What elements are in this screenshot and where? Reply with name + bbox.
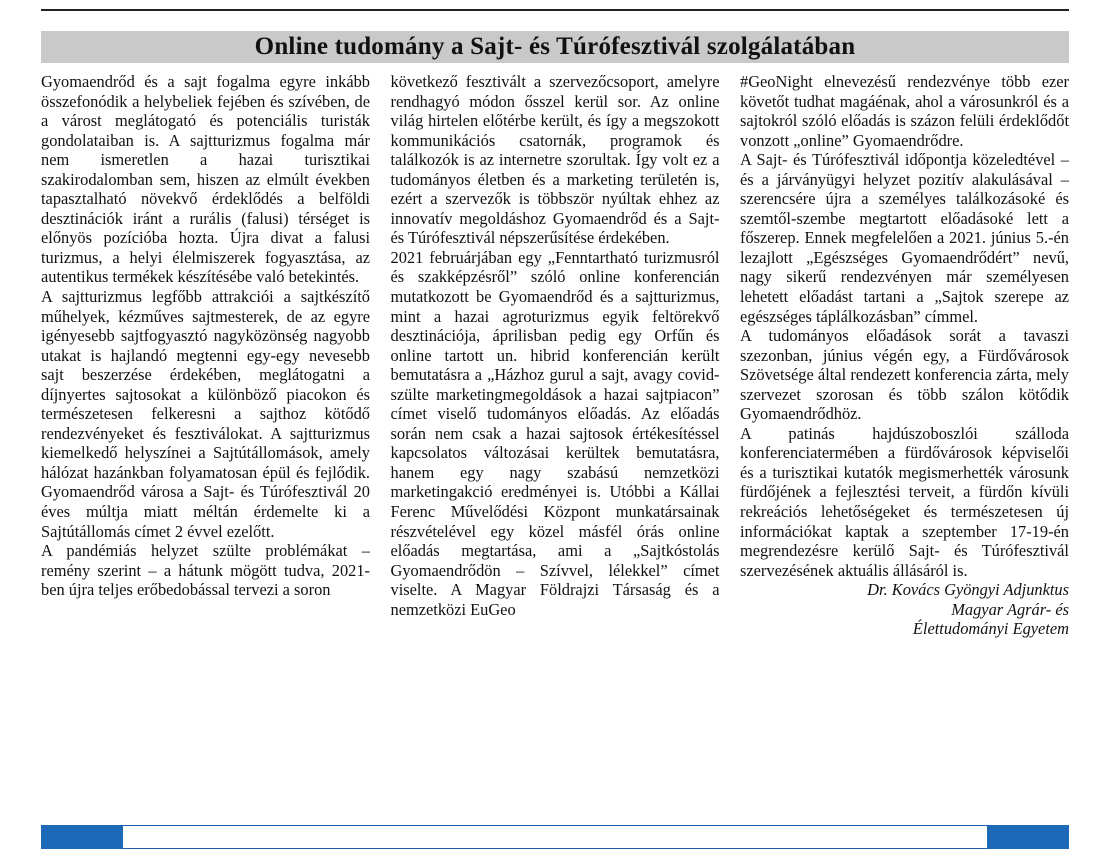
- article-body: [41, 72, 1069, 812]
- paragraph: A sajtturizmus legfőbb attrakciói a sajtkészítő műhelyek, kézműves sajtmesterek, de az egyre igényesebb sajtfogyasztó nagyközönség nagyobb utakat is hajlandó megtenni egy-egy nevesebb sajt beszerzése érdekében, meglátogatni a díjnyertes sajtosokat a különböző piacokon és természetesen felkeresni a sajthoz kötődő rendezvényeket és fesztiválokat. A sajtturizmus kiemelkedő helyszínei a Sajtútállomások, amely hálózat hazánkban folyamatosan épül és fejlődik. Gyomaendrőd városa a Sajt- és Túrófesztivál 20 éves múltja miatt méltán érdemelte ki a Sajtútállomás címet 2 évvel ezelőtt.: [41, 287, 370, 541]
- column-2: [391, 72, 720, 812]
- paragraph: A patinás hajdúszoboszlói szálloda konferenciatermében a fürdővárosok képviselői és a turisztikai kutatók megismerhették városunk fürdőjének a fejlesztési terveit, a fürdőn kívüli rekreációs lehetőségeket és természetesen új információkat kaptak a szeptember 17-19-én megrendezésre kerülő Sajt- és Túrófesztivál szervezésének aktuális állásáról is.: [740, 423, 1069, 580]
- paragraph: A Sajt- és Túrófesztivál időpontja közeledtével – és a járványügyi helyzet pozitív alakulásával – szerencsére újra a személyes találkozásoké és szemtől-szembe megtartott előadásoké lett a főszerep. Ennek megfelelően a 2021. június 5.-én lezajlott „Egészséges Gyomaendrődért” nevű, nagy sikerű rendezvényen már személyesen lehetett előadást tartani a „Sajtok szerepe az egészséges táplálkozásban” címmel.: [740, 150, 1069, 326]
- column-1: [41, 72, 370, 812]
- article-title: Online tudomány a Sajt- és Túrófesztivál szolgálatában: [254, 33, 856, 60]
- paragraph: A tudományos előadások sorát a tavaszi szezonban, június végén egy, a Fürdővárosok Szövetsége által rendezett konferencia zárta, mely szervezet szorosan és több szálon kötődik Gyomaendrődhöz.: [740, 326, 1069, 424]
- title-band: [41, 31, 1069, 63]
- paragraph: A pandémiás helyzet szülte problémákat – remény szerint – a hátunk mögött tudva, 2021-ben újra teljes erőbedobással tervezi a soron: [41, 541, 370, 600]
- column-3: [740, 72, 1069, 812]
- author-affiliation: Élettudományi Egyetem: [912, 619, 1069, 639]
- author-affiliation: Magyar Agrár- és: [951, 599, 1069, 619]
- author-signature: Dr. Kovács Gyöngyi Adjunktus: [867, 580, 1069, 600]
- footer-accent-left: [41, 825, 123, 849]
- paragraph: következő fesztivált a szervezőcsoport, amelyre rendhagyó módon ősszel kerül sor. Az online világ hirtelen előtérbe került, és így a megszokott kommunikációs csatornák, programok és találkozók is az internetre szorultak. Így volt ez a tudományos életben és a marketing területén is, ezért a szervezők is többször nyúltak ehhez az innovatív megoldáshoz Gyomaendrőd és a Sajt- és Túrófesztivál népszerűsítése érdekében.: [390, 72, 720, 248]
- paragraph: #GeoNight elnevezésű rendezvénye több ezer követőt tudhat magáénak, ahol a városunkról és a sajtokról szóló előadás is százon felüli érdeklődőt vonzott „online” Gyomaendrődre.: [740, 72, 1069, 150]
- footer-band: [41, 825, 1069, 849]
- top-rule: [41, 9, 1069, 11]
- footer-accent-right: [987, 825, 1069, 849]
- paragraph: Gyomaendrőd és a sajt fogalma egyre inkább összefonódik a helybeliek fejében és szívében, de a várost meglátogató és potenciális turisták gondolataiban is. A sajtturizmus fogalma már nem ismeretlen a hazai turisztikai szakirodalomban sem, hiszen az elmúlt években tapasztalható növekvő érdeklődés a belföldi desztinációk iránt a rurális (falusi) térséget is előnyös pozícióba hozta. Újra divat a falusi turizmus, a helyi élelmiszerek fogyasztása, az autentikus termékek készítésébe való betekintés.: [41, 72, 370, 287]
- paragraph: 2021 februárjában egy „Fenntartható turizmusról és szakképzésről” szóló online konferencián mutatkozott be Gyomaendrőd és a sajtturizmus, mint a hazai agroturizmus egyik feltörekvő desztinációja, áprilisban pedig egy Orfűn és online tartott un. hibrid konferencián került bemutatásra a „Házhoz gurul a sajt, avagy covid-szülte marketingmegoldások a hazai sajtpiacon” címet viselő tudományos előadás. Az előadás során nem csak a hazai sajtosok értékesítéssel kapcsolatos változásai kerültek bemutatásra, hanem egy nagy szabású nemzetközi marketingakció eredményei is. Utóbbi a Kállai Ferenc Művelődési Központ munkatársainak részvételével egy közel másfél órás online előadás megtartása, ami a „Sajtkóstolás Gyomaendrődön – Szívvel, lélekkel” címet viselte. A Magyar Földrajzi Társaság és a nemzetközi EuGeo: [390, 247, 720, 619]
